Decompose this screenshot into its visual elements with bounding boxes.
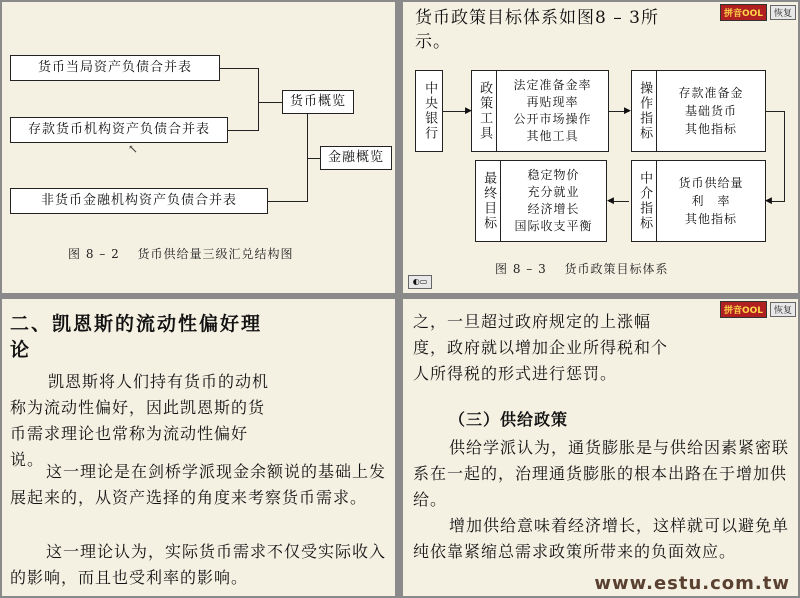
connector-line [307,158,320,159]
arrow-right-icon: ▶ [624,106,631,116]
slide-nav-button[interactable]: ◐▭ [408,275,432,289]
figure-caption: 图 8 – 3 货币政策目标体系 [495,262,669,276]
policy-tool-item: 再贴现率 [526,95,579,109]
toolbar-badge [720,4,796,21]
site-watermark: www.estu.com.tw [594,573,790,594]
final-goals-label: 最终目标 [476,161,501,241]
arrow-right-icon: ▶ [465,106,472,116]
operating-target-item: 基础货币 [684,104,737,118]
arrow-left-icon: ◀ [765,196,772,206]
operating-targets-label: 操作指标 [632,71,657,151]
central-bank-box: 中央银行 [415,70,443,152]
paragraph: 供给学派认为，通货膨胀是与供给因素紧密联系在一起的，治理通货膨胀的根本出路在于增加供给。 [413,438,790,509]
policy-tools-label: 政策工具 [472,71,497,151]
connector-line [307,114,308,158]
monetary-survey-box: 货币概览 [282,90,354,114]
connector-line [307,158,308,202]
operating-targets-group [631,70,766,152]
paragraph: 凯恩斯将人们持有货币的动机称为流动性偏好，因此凯恩斯的货币需求理论也常称为流动性偏好说。 [10,372,270,469]
policy-tool-item: 公开市场操作 [513,112,592,126]
connector-line [258,68,259,131]
connector-line [228,130,258,131]
intermediate-target-item: 其他指标 [684,212,737,226]
policy-tools-group [471,70,609,152]
final-goal-item: 经济增长 [527,202,580,216]
policy-tool-item: 其他工具 [526,129,579,143]
intermediate-targets-group [631,160,766,242]
slide-monetary-policy-targets [403,2,798,293]
app-logo: 拼音OOL [720,4,767,21]
paragraph: 这一理论是在剑桥学派现金余额说的基础上发展起来的，从资产选择的角度来考察货币需求。 [10,462,387,507]
nonmonetary-institutions-balance-sheet-box: 非货币金融机构资产负债合并表 [10,188,268,214]
section-title: 二、凯恩斯的流动性偏好理论 [10,313,263,361]
policy-tool-item: 法定准备金率 [513,78,592,92]
intermediate-target-item: 利 率 [691,194,731,208]
section-heading: （三）供给政策 [449,410,569,429]
connector-line [258,102,282,103]
intermediate-target-item: 货币供给量 [678,176,744,190]
app-logo: 拼音OOL [720,301,767,318]
final-goals-group [475,160,607,242]
connector-line [268,201,307,202]
intermediate-targets-label: 中介指标 [632,161,657,241]
restore-button[interactable]: 恢复 [770,302,796,317]
slide-monetary-aggregates [2,2,395,293]
final-goal-item: 稳定物价 [527,168,580,182]
deposit-institutions-balance-sheet-box: 存款货币机构资产负债合并表 [10,117,228,143]
paragraph: 增加供给意味着经济增长，这样就可以避免单纯依靠紧缩总需求政策所带来的负面效应。 [413,516,790,561]
operating-target-item: 其他指标 [684,122,737,136]
final-goal-item: 充分就业 [527,185,580,199]
connector-line [220,68,258,69]
mouse-pointer-icon: ↖ [128,142,139,156]
slide-supply-policy [403,299,798,596]
paragraph: 之，一旦超过政府规定的上涨幅度，政府就以增加企业所得税和个人所得税的形式进行惩罚。 [413,312,669,383]
financial-survey-box: 金融概览 [320,146,392,170]
restore-button[interactable]: 恢复 [770,5,796,20]
operating-target-item: 存款准备金 [678,86,744,100]
figure-caption: 图 8 – 2 货币供给量三级汇兑结构图 [68,247,294,261]
intro-text: 货币政策目标体系如图8 – 3所示。 [415,8,659,52]
toolbar-badge [720,301,796,318]
final-goal-item: 国际收支平衡 [514,219,593,233]
arrow-line [784,111,785,201]
slide-keynes-liquidity [2,299,395,596]
paragraph: 这一理论认为，实际货币需求不仅受实际收入的影响，而且也受利率的影响。 [10,542,387,587]
arrow-left-icon: ◀ [607,196,614,206]
central-bank-balance-sheet-box: 货币当局资产负债合并表 [10,55,220,81]
arrow-line [766,111,784,112]
